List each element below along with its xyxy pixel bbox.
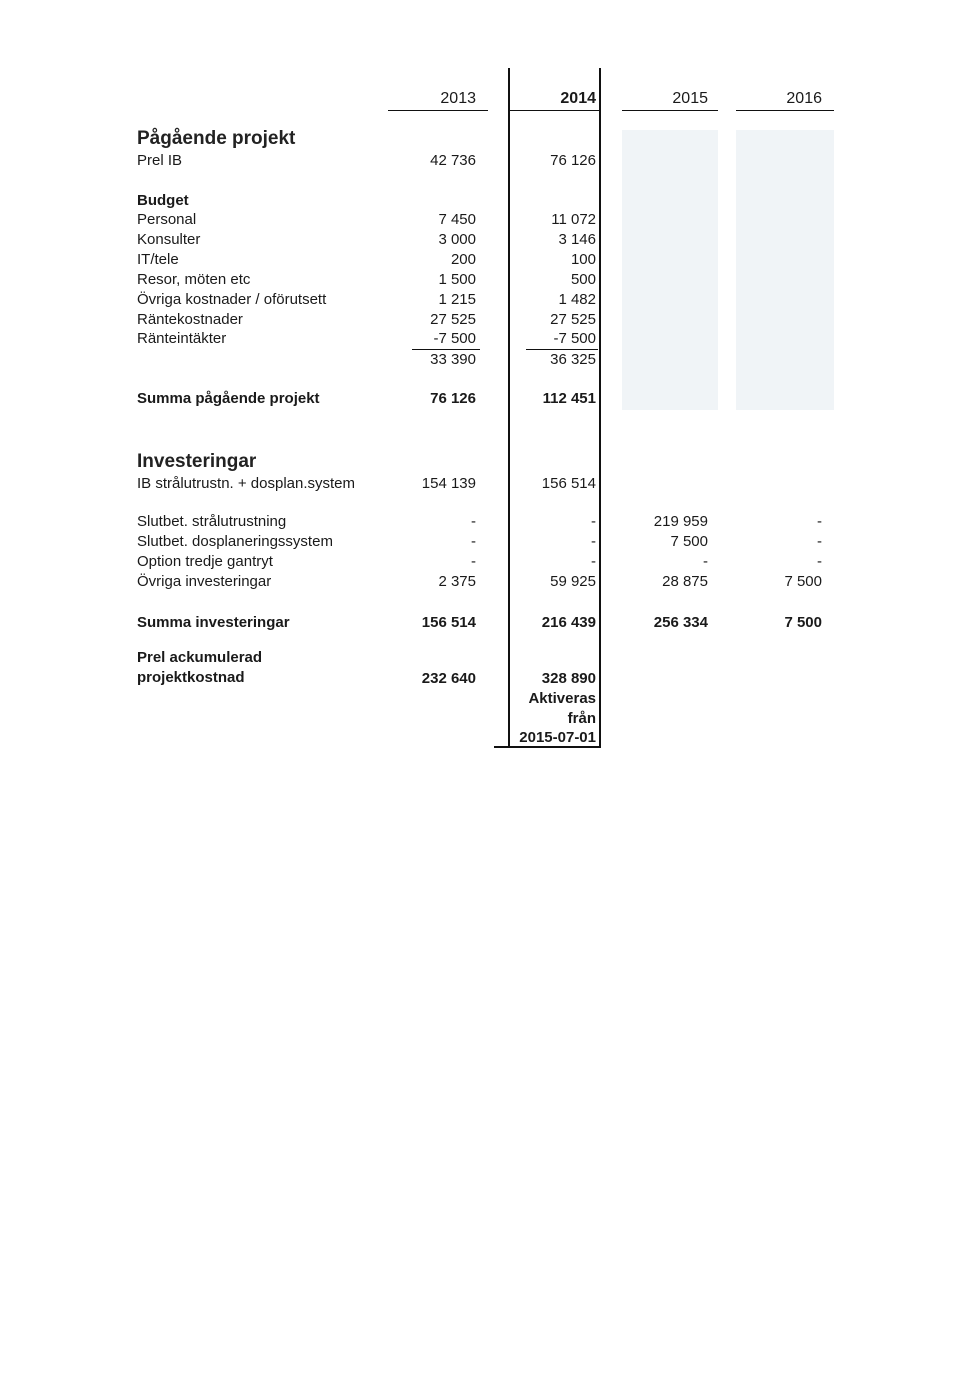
cell-ovriga-inv-2013: 2 375: [438, 573, 476, 590]
row-label-rantekostnader: Räntekostnader: [137, 311, 243, 328]
row-label-ranteintakter: Ränteintäkter: [137, 330, 227, 347]
cell-slutbet-stral-2014: -: [591, 513, 596, 530]
cell-option-2016: -: [817, 553, 822, 570]
cell-rantekostnader-2014: 27 525: [550, 311, 596, 328]
year-header-2014: 2014: [560, 90, 596, 107]
row-label-ovriga-investeringar: Övriga investeringar: [137, 573, 272, 590]
cell-subtotal-2013: 33 390: [430, 351, 476, 368]
note-fran: från: [567, 710, 596, 727]
cell-prel-ib-2013: 42 736: [430, 152, 476, 169]
year-header-2013: 2013: [440, 90, 476, 107]
cell-konsulter-2014: 3 146: [558, 231, 596, 248]
subtotal-line-2014: [526, 349, 598, 350]
row-label-slutbet-stralutrustning: Slutbet. strålutrustning: [137, 513, 287, 530]
col-2014-right-border: [599, 68, 601, 746]
shade-2015: [622, 130, 718, 410]
cell-option-2013: -: [471, 553, 476, 570]
cell-summa-inv-2015: 256 334: [653, 614, 708, 631]
year-underline-2013: [388, 110, 488, 111]
row-label-ib-stralutrustning: IB strålutrustn. + dosplan.system: [137, 475, 356, 492]
cell-slutbet-dos-2013: -: [471, 533, 476, 550]
year-header-2016: 2016: [786, 90, 822, 107]
row-label-projektkostnad: projektkostnad: [137, 669, 245, 686]
cell-slutbet-stral-2013: -: [471, 513, 476, 530]
year-underline-2015: [622, 110, 718, 111]
cell-ovriga-kostnader-2013: 1 215: [438, 291, 476, 308]
cell-prel-ib-2014: 76 126: [550, 152, 596, 169]
cell-ovriga-inv-2015: 28 875: [662, 573, 708, 590]
cell-summa-inv-2016: 7 500: [784, 614, 822, 631]
cell-summa-inv-2014: 216 439: [541, 614, 596, 631]
cell-personal-2013: 7 450: [438, 211, 476, 228]
cell-slutbet-dos-2015: 7 500: [670, 533, 708, 550]
cell-ib-2013: 154 139: [421, 475, 476, 492]
cell-slutbet-dos-2014: -: [591, 533, 596, 550]
row-label-summa-investeringar: Summa investeringar: [137, 614, 290, 631]
cell-summa-pagaende-2014: 112 451: [542, 390, 596, 407]
row-label-konsulter: Konsulter: [137, 231, 201, 248]
cell-rantekostnader-2013: 27 525: [430, 311, 476, 328]
subtotal-line-2013: [412, 349, 480, 350]
year-underline-2016: [736, 110, 834, 111]
cell-summa-pagaende-2013: 76 126: [430, 390, 476, 407]
cell-ovriga-kostnader-2014: 1 482: [558, 291, 596, 308]
cell-ovriga-inv-2014: 59 925: [550, 573, 596, 590]
year-header-2015: 2015: [672, 90, 708, 107]
cell-slutbet-stral-2015: 219 959: [653, 513, 708, 530]
cell-it-tele-2013: 200: [450, 251, 476, 268]
section-title-investeringar: Investeringar: [137, 451, 257, 472]
cell-konsulter-2013: 3 000: [438, 231, 476, 248]
cell-it-tele-2014: 100: [570, 251, 596, 268]
cell-subtotal-2014: 36 325: [550, 351, 596, 368]
cell-personal-2014: 11 072: [551, 211, 596, 228]
cell-resor-2014: 500: [570, 271, 596, 288]
col-2014-bottom-border: [494, 746, 601, 748]
note-date: 2015-07-01: [519, 729, 596, 746]
cell-ackumulerad-2014: 328 890: [541, 670, 596, 687]
budget-label: Budget: [137, 192, 189, 209]
row-label-option-gantry: Option tredje gantryt: [137, 553, 273, 570]
row-label-summa-pagaende: Summa pågående projekt: [137, 390, 320, 407]
row-label-slutbet-dosplanering: Slutbet. dosplaneringssystem: [137, 533, 333, 550]
col-2014-left-border: [508, 68, 510, 746]
row-label-resor: Resor, möten etc: [137, 271, 251, 288]
year-underline-2014: [508, 110, 600, 111]
cell-option-2014: -: [591, 553, 596, 570]
row-label-ovriga-kostnader: Övriga kostnader / oförutsett: [137, 291, 327, 308]
cell-slutbet-stral-2016: -: [817, 513, 822, 530]
row-label-prel-ib: Prel IB: [137, 152, 183, 169]
cell-ackumulerad-2013: 232 640: [421, 670, 476, 687]
section-title-pagaende: Pågående projekt: [137, 128, 296, 149]
cell-ovriga-inv-2016: 7 500: [784, 573, 822, 590]
cell-ranteintakter-2014: -7 500: [553, 330, 596, 347]
cell-resor-2013: 1 500: [438, 271, 476, 288]
note-aktiveras: Aktiveras: [528, 690, 596, 707]
cell-option-2015: -: [703, 553, 708, 570]
row-label-personal: Personal: [137, 211, 197, 228]
cell-ib-2014: 156 514: [541, 475, 596, 492]
cell-ranteintakter-2013: -7 500: [433, 330, 476, 347]
row-label-it-tele: IT/tele: [137, 251, 179, 268]
cell-summa-inv-2013: 156 514: [421, 614, 476, 631]
shade-2016: [736, 130, 834, 410]
cell-slutbet-dos-2016: -: [817, 533, 822, 550]
row-label-prel-ackumulerad: Prel ackumulerad: [137, 649, 263, 666]
